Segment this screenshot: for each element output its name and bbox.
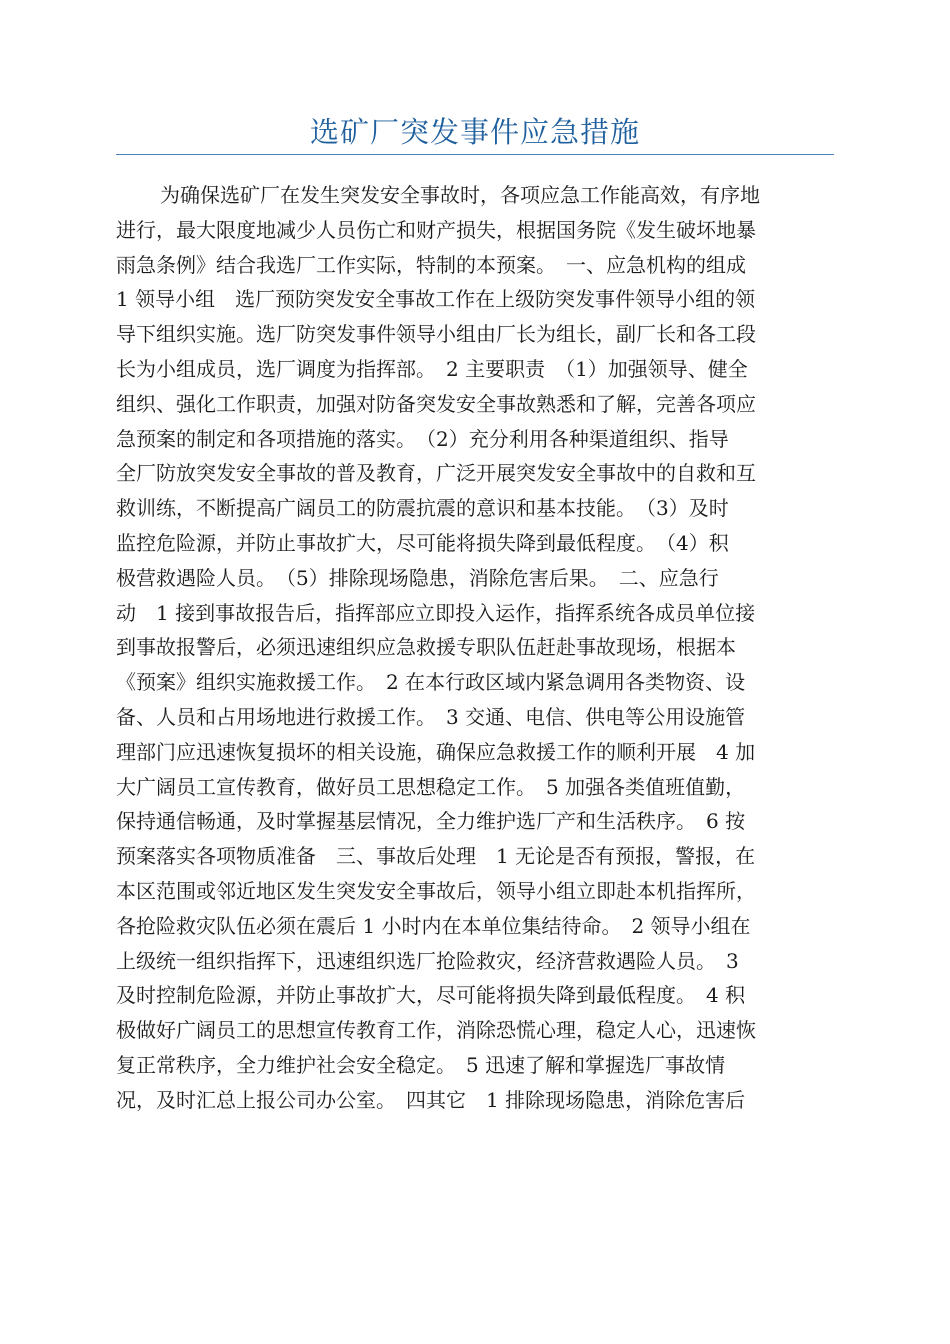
body-line: 监控危险源，并防止事故扩大，尽可能将损失降到最低程度。 （4）积 <box>116 530 729 555</box>
body-line: 导下组织实施。选厂防突发事件领导小组由厂长为组长，副厂长和各工段 <box>116 322 756 347</box>
title-underline <box>116 154 834 155</box>
body-line: 备、人员和占用场地进行救援工作。 3 交通、电信、供电等公用设施管 <box>116 704 746 729</box>
body-line: 动 1 接到事故报告后，指挥部应立即投入运作，指挥系统各成员单位接 <box>116 600 756 625</box>
document-title: 选矿厂突发事件应急措施 <box>309 115 640 149</box>
body-line: 各抢险救灾队伍必须在震后 1 小时内在本单位集结待命。 2 领导小组在 <box>116 913 751 938</box>
body-line: 及时控制危险源，并防止事故扩大，尽可能将损失降到最低程度。 4 积 <box>116 983 746 1008</box>
body-line: 况，及时汇总上报公司办公室。 四其它 1 排除现场隐患，消除危害后 <box>116 1087 746 1112</box>
body-line: 救训练，不断提高广阔员工的防震抗震的意识和基本技能。 （3）及时 <box>116 496 729 521</box>
body-line: 复正常秩序，全力维护社会安全稳定。 5 迅速了解和掌握选厂事故情 <box>116 1052 726 1077</box>
body-line: 全厂防放突发安全事故的普及教育，广泛开展突发安全事故中的自救和互 <box>116 461 756 486</box>
body-line: 为确保选矿厂在发生突发安全事故时，各项应急工作能高效，有序地 <box>160 183 760 207</box>
body-line: 理部门应迅速恢复损坏的相关设施，确保应急救援工作的顺利开展 4 加 <box>116 739 756 764</box>
body-line: 雨急条例》结合我选厂工作实际，特制的本预案。 一、应急机构的组成 <box>116 252 746 277</box>
body-line: 《预案》组织实施救援工作。 2 在本行政区域内紧急调用各类物资、设 <box>116 670 746 695</box>
body-line: 本区范围或邻近地区发生突发安全事故后，领导小组立即赴本机指挥所， <box>116 878 756 903</box>
document-body <box>116 178 836 1118</box>
body-line: 保持通信畅通，及时掌握基层情况，全力维护选厂产和生活秩序。 6 按 <box>116 809 746 834</box>
body-line: 大广阔员工宣传教育，做好员工思想稳定工作。 5 加强各类值班值勤， <box>116 774 746 799</box>
body-line: 1 领导小组 选厂预防突发安全事故工作在上级防突发事件领导小组的领 <box>116 287 756 312</box>
body-line: 极营救遇险人员。 （5）排除现场隐患，消除危害后果。 二、应急行 <box>116 565 719 590</box>
body-line: 到事故报警后，必须迅速组织应急救援专职队伍赶赴事故现场，根据本 <box>116 635 736 660</box>
body-line: 极做好广阔员工的思想宣传教育工作，消除恐慌心理，稳定人心，迅速恢 <box>116 1018 756 1043</box>
body-line: 进行，最大限度地减少人员伤亡和财产损失，根据国务院《发生破坏地暴 <box>116 217 756 242</box>
body-line: 长为小组成员，选厂调度为指挥部。 2 主要职责 （1）加强领导、健全 <box>116 356 748 381</box>
body-line: 预案落实各项物质准备 三、事故后处理 1 无论是否有预报，警报，在 <box>116 844 756 869</box>
body-line: 组织、强化工作职责，加强对防备突发安全事故熟悉和了解，完善各项应 <box>116 391 756 416</box>
body-line: 急预案的制定和各项措施的落实。 （2）充分利用各种渠道组织、指导 <box>116 426 729 451</box>
body-line: 上级统一组织指挥下，迅速组织选厂抢险救灾，经济营救遇险人员。 3 <box>116 948 739 973</box>
